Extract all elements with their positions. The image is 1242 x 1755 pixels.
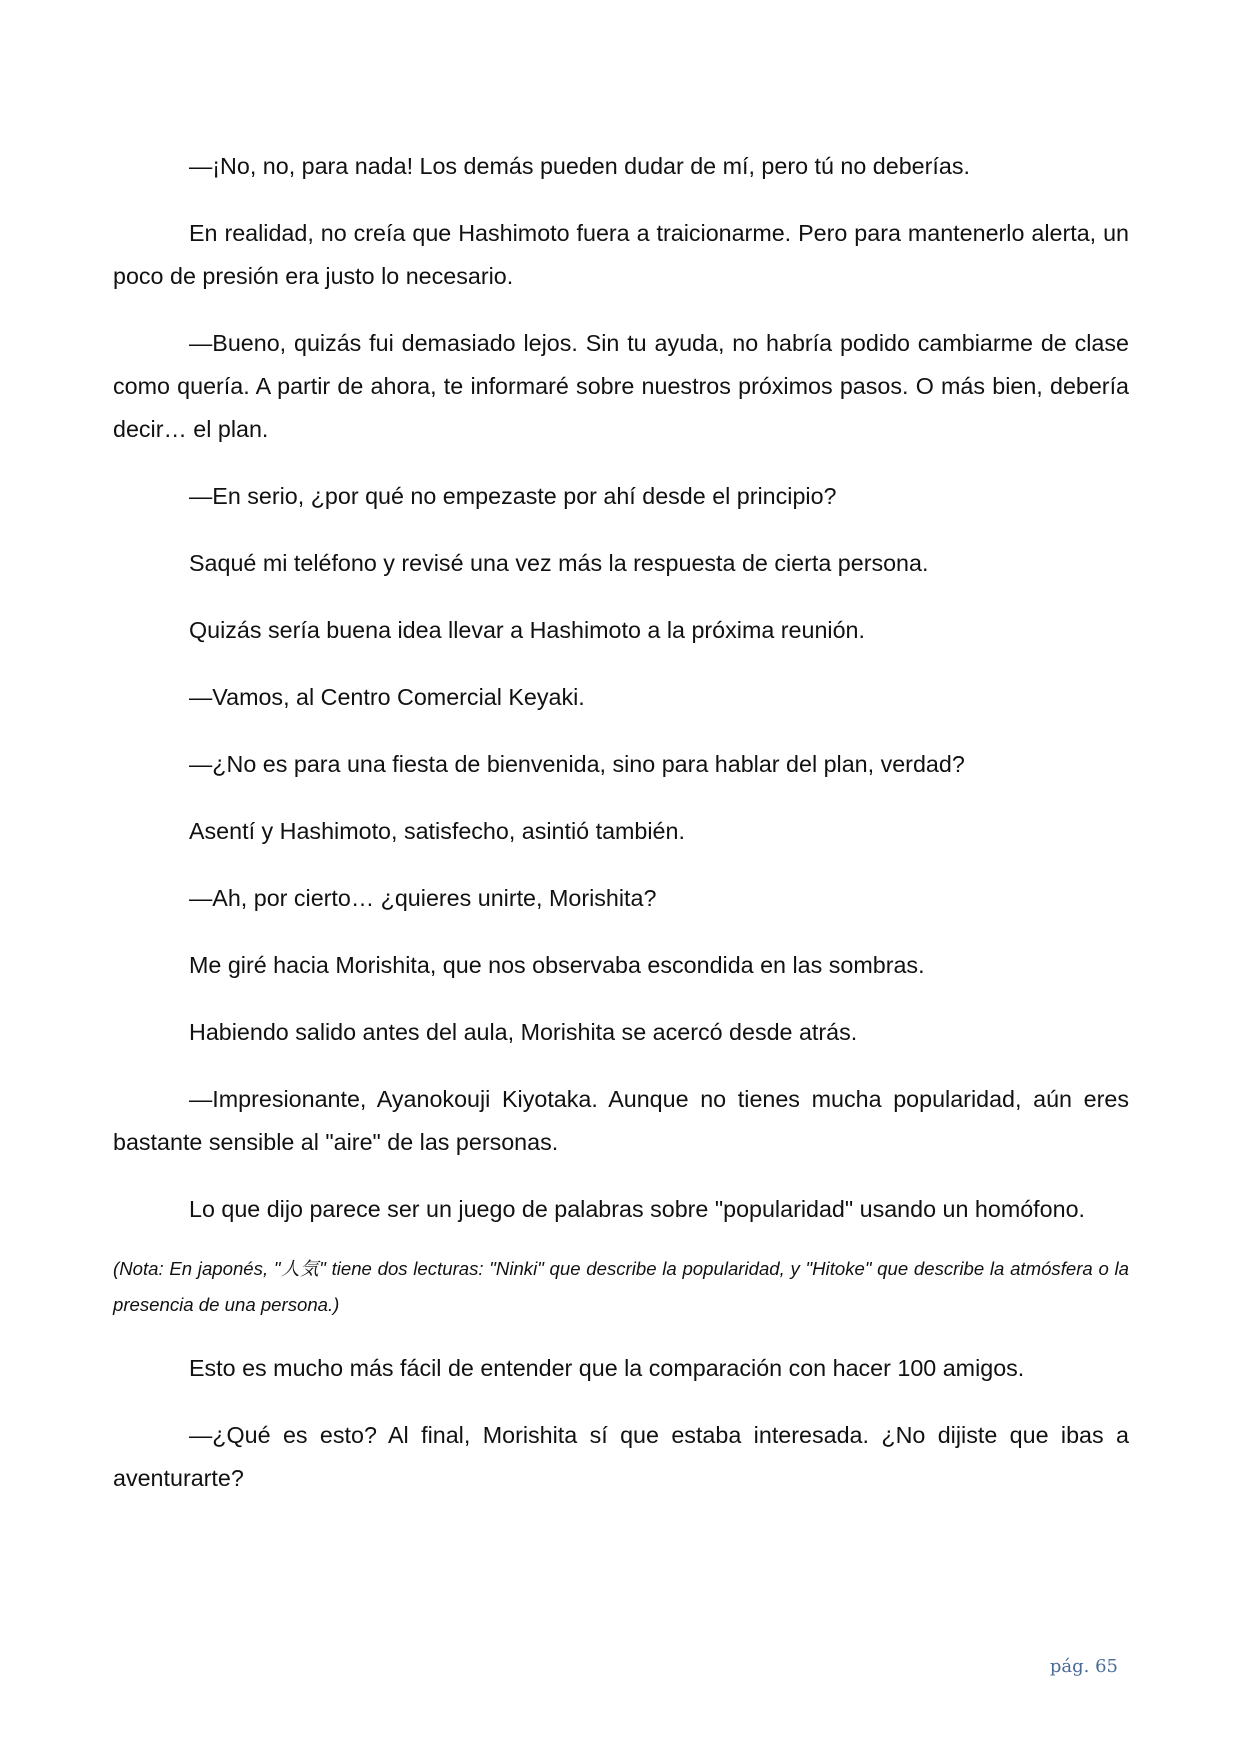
paragraph: Saqué mi teléfono y revisé una vez más la respuesta de cierta persona. [189, 550, 929, 576]
paragraph: —Bueno, quizás fui demasiado lejos. Sin tu ayuda, no habría podido cambiarme de clase como quería. A partir de ahora, te informaré sobre nuestros próximos pasos. O más bien, debería decir… el plan. [113, 330, 1129, 442]
page-number: pág. 65 [1049, 1656, 1118, 1677]
paragraph: Quizás sería buena idea llevar a Hashimoto a la próxima reunión. [189, 617, 865, 643]
paragraph: —¿No es para una fiesta de bienvenida, sino para hablar del plan, verdad? [189, 751, 965, 777]
paragraph: Esto es mucho más fácil de entender que la comparación con hacer 100 amigos. [189, 1355, 1025, 1381]
paragraph: Habiendo salido antes del aula, Morishita se acercó desde atrás. [189, 1019, 858, 1045]
paragraph: —En serio, ¿por qué no empezaste por ahí desde el principio? [189, 483, 837, 509]
paragraph: En realidad, no creía que Hashimoto fuera a traicionarme. Pero para mantenerlo alerta, un poco de presión era justo lo necesario. [113, 220, 1129, 289]
paragraph: —¡No, no, para nada! Los demás pueden dudar de mí, pero tú no deberías. [189, 153, 970, 179]
paragraph: —Vamos, al Centro Comercial Keyaki. [189, 684, 585, 710]
translator-note: (Nota: En japonés, "人気" tiene dos lecturas: "Ninki" que describe la popularidad, y "Hitoke" que describe la atmósfera o la presencia de una persona.) [113, 1258, 1129, 1315]
paragraph: Me giré hacia Morishita, que nos observaba escondida en las sombras. [189, 952, 925, 978]
paragraph: —Ah, por cierto… ¿quieres unirte, Morishita? [189, 885, 657, 911]
body-text [113, 145, 1129, 1524]
paragraph: —¿Qué es esto? Al final, Morishita sí que estaba interesada. ¿No dijiste que ibas a aventurarte? [113, 1422, 1129, 1491]
paragraph: Asentí y Hashimoto, satisfecho, asintió también. [189, 818, 685, 844]
paragraph: Lo que dijo parece ser un juego de palabras sobre "popularidad" usando un homófono. [189, 1196, 1085, 1222]
paragraph: —Impresionante, Ayanokouji Kiyotaka. Aunque no tienes mucha popularidad, aún eres bastante sensible al "aire" de las personas. [113, 1086, 1129, 1155]
